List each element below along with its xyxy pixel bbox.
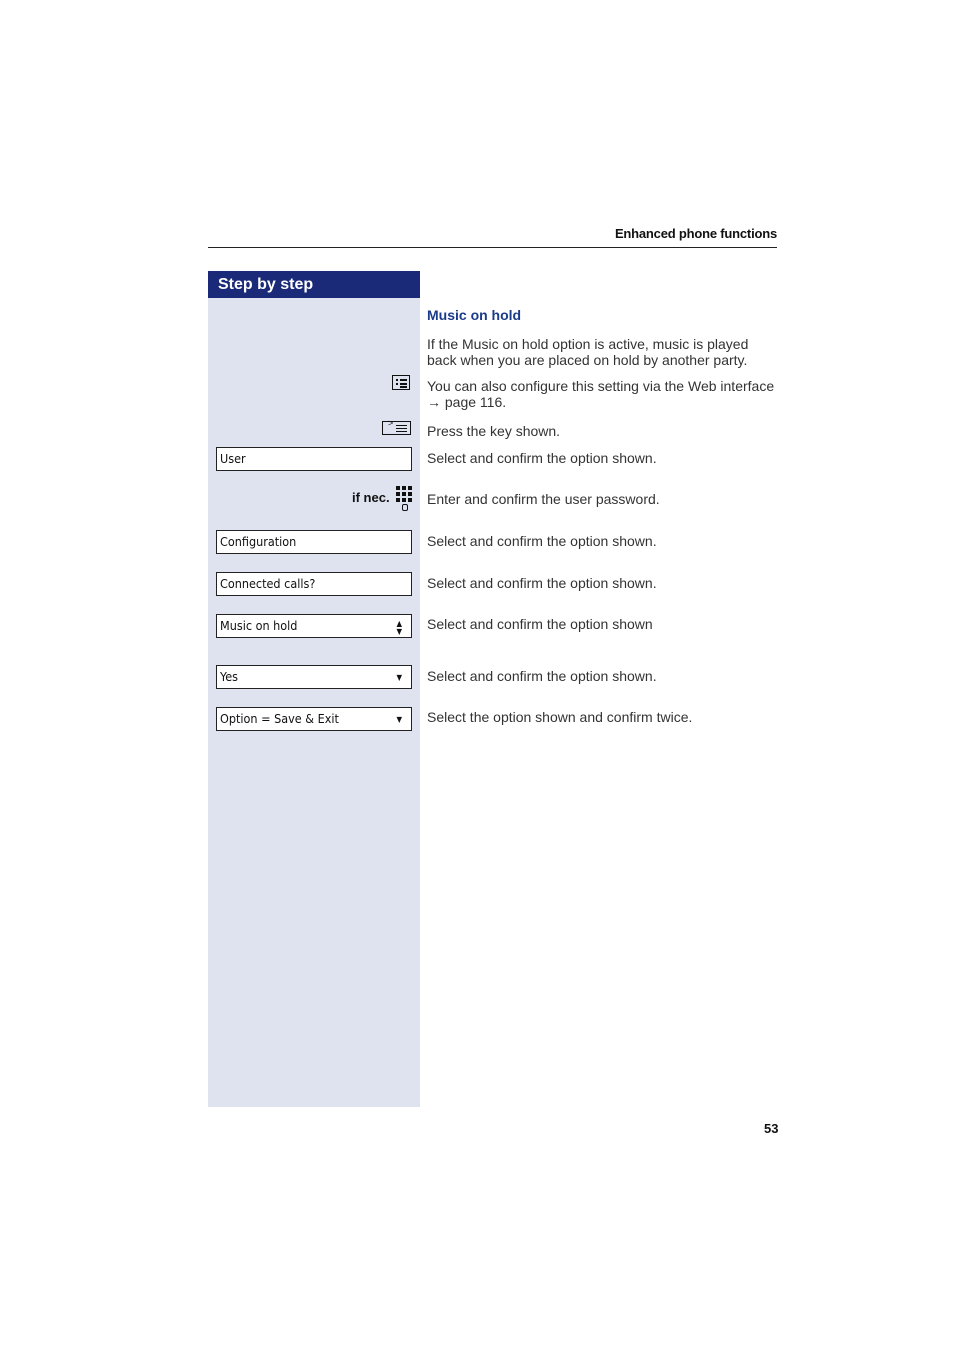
step-panel-heading: Step by step — [208, 271, 420, 298]
menu-list-icon — [392, 375, 410, 390]
step-text-7: Select the option shown and confirm twice. — [427, 709, 693, 725]
step-text-0: Press the key shown. — [427, 423, 561, 439]
step-text-1: Select and confirm the option shown. — [427, 450, 657, 466]
step-text-4: Select and confirm the option shown. — [427, 575, 657, 591]
program-key-icon: > — [382, 421, 411, 435]
step-text-6: Select and confirm the option shown. — [427, 668, 657, 684]
menu-option-yes-label: Yes — [220, 669, 238, 684]
menu-option-save-exit-label: Option = Save & Exit — [220, 711, 339, 726]
intro-paragraph: If the Music on hold option is active, music is played back when you are placed on hold by another party. — [427, 336, 749, 368]
header-rule — [208, 247, 777, 248]
menu-option-configuration[interactable]: Configuration — [216, 530, 412, 554]
web-page-link[interactable]: page 116. — [444, 394, 507, 410]
menu-option-yes[interactable] — [216, 665, 412, 689]
page-number: 53 — [764, 1121, 779, 1136]
updown-arrows-icon: ▲ ▼ — [396, 619, 402, 636]
step-text-2: Enter and confirm the user password. — [427, 491, 660, 507]
arrow-right-icon: → — [427, 394, 441, 410]
if-nec-label: if nec. — [352, 490, 390, 505]
web-interface-text: You can also configure this setting via the Web interface — [427, 378, 775, 394]
menu-option-music-on-hold-label: Music on hold — [220, 618, 298, 633]
keypad-icon — [396, 486, 412, 510]
menu-option-connected-calls[interactable]: Connected calls? — [216, 572, 412, 596]
menu-option-music-on-hold[interactable] — [216, 614, 412, 638]
web-interface-paragraph — [427, 378, 777, 410]
down-arrow-icon: ▼ — [396, 715, 402, 724]
step-text-3: Select and confirm the option shown. — [427, 533, 657, 549]
step-text-5: Select and confirm the option shown — [427, 616, 653, 632]
section-title: Music on hold — [427, 307, 522, 323]
menu-option-save-exit[interactable] — [216, 707, 412, 731]
down-arrow-icon: ▼ — [396, 673, 402, 682]
header-title: Enhanced phone functions — [614, 226, 777, 241]
step-panel — [208, 271, 420, 1107]
menu-option-user[interactable]: User — [216, 447, 412, 471]
